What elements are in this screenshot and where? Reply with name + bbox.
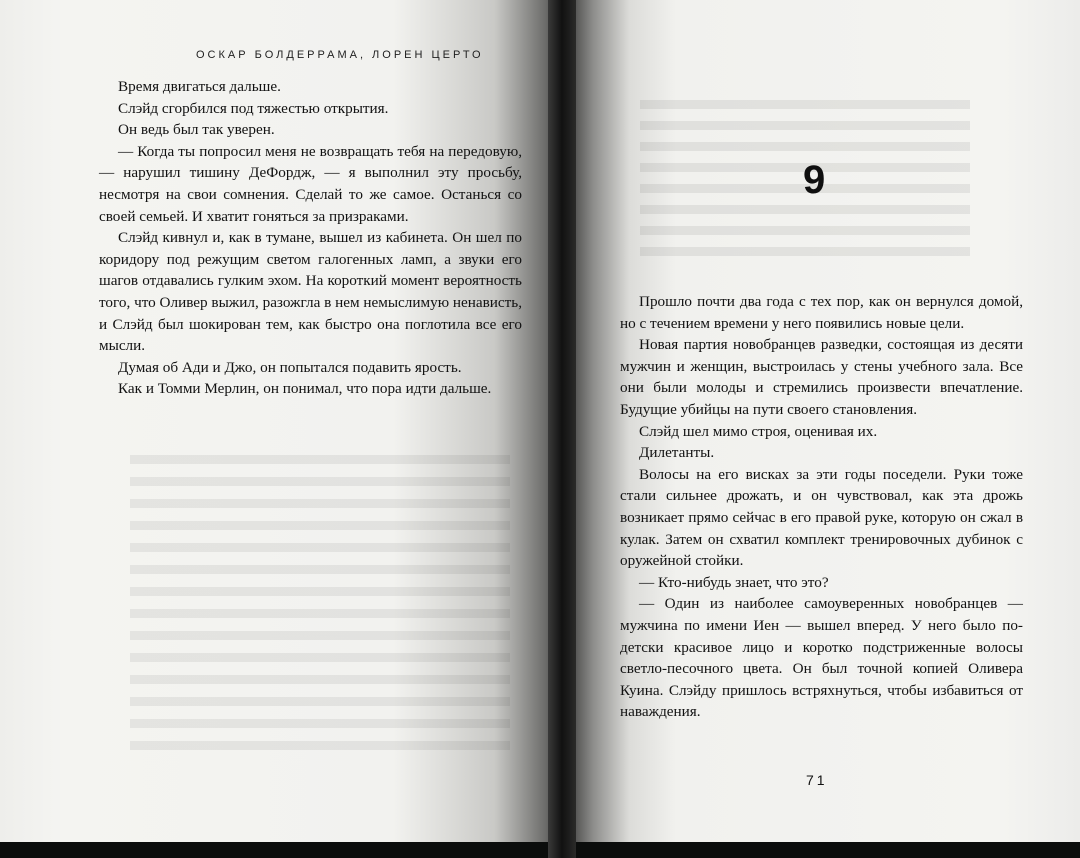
paragraph: Слэйд кивнул и, как в тумане, вышел из кабинета. Он шел по коридору под режущим светом галогенных ламп, а звуки его шагов отдавались гулким эхом. На короткий момент вероятность того, что Оливер выжил, разожгла в нем немыслимую ненависть, и Слэйд был шокирован тем, как быстро она поглотила все его мысли. — [99, 229, 522, 355]
book-gutter — [548, 0, 576, 858]
paragraph: Он ведь был так уверен. — [118, 121, 275, 139]
paragraph: Дилетанты. — [639, 444, 715, 462]
page-number: 71 — [806, 772, 828, 788]
right-page-text — [620, 291, 1023, 723]
paragraph: Новая партия новобранцев разведки, состоящая из десяти мужчин и женщин, выстроилась у стены учебного зала. Все они были молоды и стремились произвести впечатление. Будущие убийцы на пути своего становления. — [620, 336, 1023, 418]
left-page-text — [99, 76, 522, 400]
paragraph: Время двигаться дальше. — [118, 78, 281, 95]
paragraph: Прошло почти два года с тех пор, как он вернулся домой, но с течением времени у него появились новые цели. — [620, 293, 1023, 332]
paragraph: Как и Томми Мерлин, он понимал, что пора идти дальше. — [118, 380, 492, 398]
paragraph: Слэйд сгорбился под тяжестью открытия. — [118, 99, 389, 117]
paragraph: — Кто-нибудь знает, что это? — [639, 573, 829, 591]
running-head: ОСКАР БОЛДЕРРАМА, ЛОРЕН ЦЕРТО — [196, 49, 484, 61]
paragraph: Волосы на его висках за эти годы поседели. Руки тоже стали сильнее дрожать, и он чувствовал, как эта дрожь возникает прямо сейчас в его правой руке, которую он сжал в кулак. Затем он схватил комплект тренировочных дубинок с оружейной стойки. — [620, 465, 1023, 570]
show-through-texture — [130, 455, 510, 755]
chapter-number: 9 — [803, 158, 826, 202]
paragraph: — Когда ты попросил меня не возвращать тебя на передовую, — нарушил тишину ДеФордж, — я выполнил эту просьбу, несмотря на свои сомнения. Сделай то же самое. Останься со своей семьей. И хватит гоняться за призраками. — [99, 142, 522, 225]
paragraph: Думая об Ади и Джо, он попытался подавить ярость. — [118, 358, 462, 376]
paragraph: — Один из наиболее самоуверенных новобранцев — мужчина по имени Иен — вышел вперед. У него было по-детски красивое лицо и коротко подстриженные волосы светло-песочного цвета. Он был точной копией Оливера Куина. Слэйду пришлось встряхнуться, чтобы избавиться от наваждения. — [620, 595, 1023, 721]
paragraph: Слэйд шел мимо строя, оценивая их. — [639, 422, 878, 440]
